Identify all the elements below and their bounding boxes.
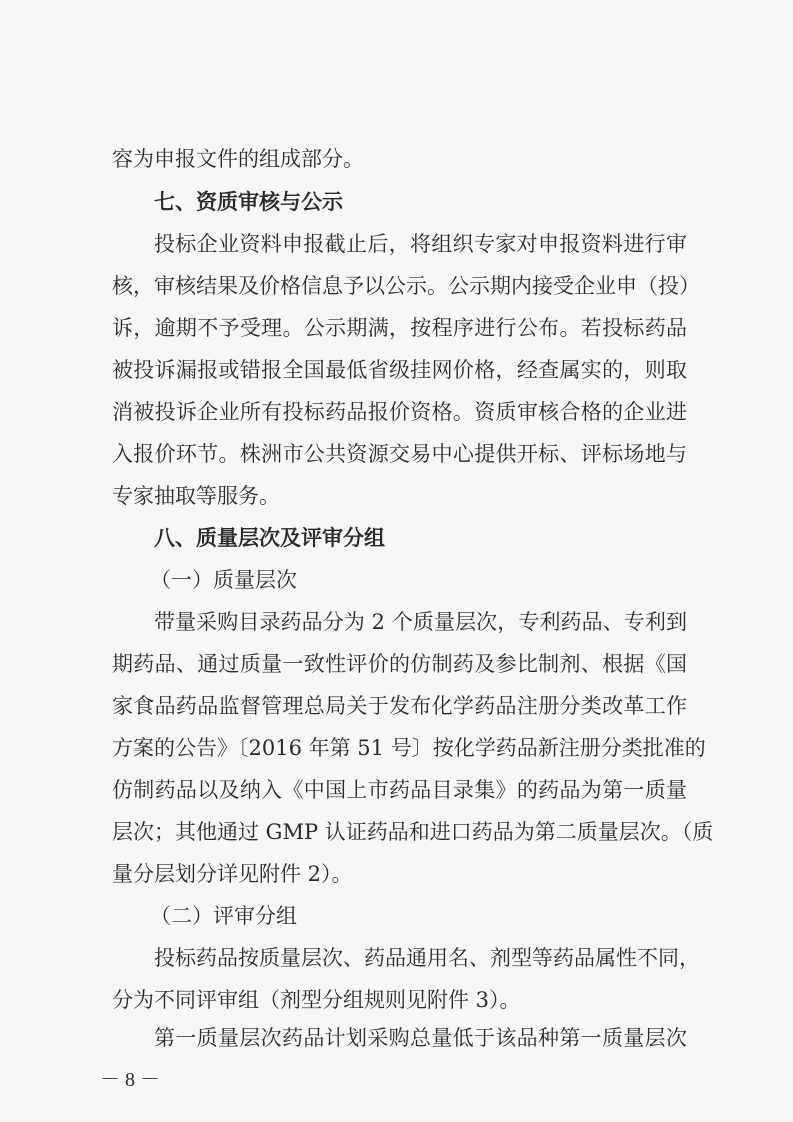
paragraph-line: 核，审核结果及价格信息予以公示。公示期内接受企业申（投） (112, 274, 700, 298)
paragraph-line: 入报价环节。株洲市公共资源交易中心提供开标、评标场地与 (112, 442, 687, 466)
paragraph-line: 投标企业资料申报截止后，将组织专家对申报资料进行审 (154, 232, 687, 256)
paragraph-line: 专家抽取等服务。 (112, 484, 280, 508)
paragraph-line: 期药品、通过质量一致性评价的仿制药及参比制剂、根据《国 (112, 652, 687, 676)
paragraph-line: 方案的公告》〔2016 年第 51 号〕按化学药品新注册分类批准的 (112, 736, 706, 760)
paragraph-line: 分为不同评审组（剂型分组规则见附件 3）。 (112, 988, 521, 1012)
paragraph-line: 投标药品按质量层次、药品通用名、剂型等药品属性不同， (154, 946, 700, 970)
paragraph-line: 第一质量层次药品计划采购总量低于该品种第一质量层次 (154, 1026, 687, 1050)
subsection-heading-1: （一）质量层次 (150, 568, 297, 592)
section-heading-8: 八、质量层次及评审分组 (154, 526, 385, 550)
paragraph-line: 容为申报文件的组成部分。 (112, 147, 364, 171)
subsection-heading-2: （二）评审分组 (150, 904, 297, 928)
paragraph-line: 量分层划分详见附件 2）。 (112, 862, 353, 886)
paragraph-line: 层次；其他通过 GMP 认证药品和进口药品为第二质量层次。（质 (112, 820, 714, 844)
paragraph-line: 被投诉漏报或错报全国最低省级挂网价格，经查属实的，则取 (112, 358, 687, 382)
paragraph-line: 诉，逾期不予受理。公示期满，按程序进行公布。若投标药品 (112, 316, 687, 340)
paragraph-line: 带量采购目录药品分为 2 个质量层次，专利药品、专利到 (154, 610, 687, 634)
section-heading-7: 七、资质审核与公示 (154, 190, 343, 214)
paragraph-line: 家食品药品监督管理总局关于发布化学药品注册分类改革工作 (112, 694, 687, 718)
paragraph-line: 仿制药品以及纳入《中国上市药品目录集》的药品为第一质量 (112, 778, 687, 802)
page-number: － 8 － (100, 1069, 160, 1091)
paragraph-line: 消被投诉企业所有投标药品报价资格。资质审核合格的企业进 (112, 400, 687, 424)
